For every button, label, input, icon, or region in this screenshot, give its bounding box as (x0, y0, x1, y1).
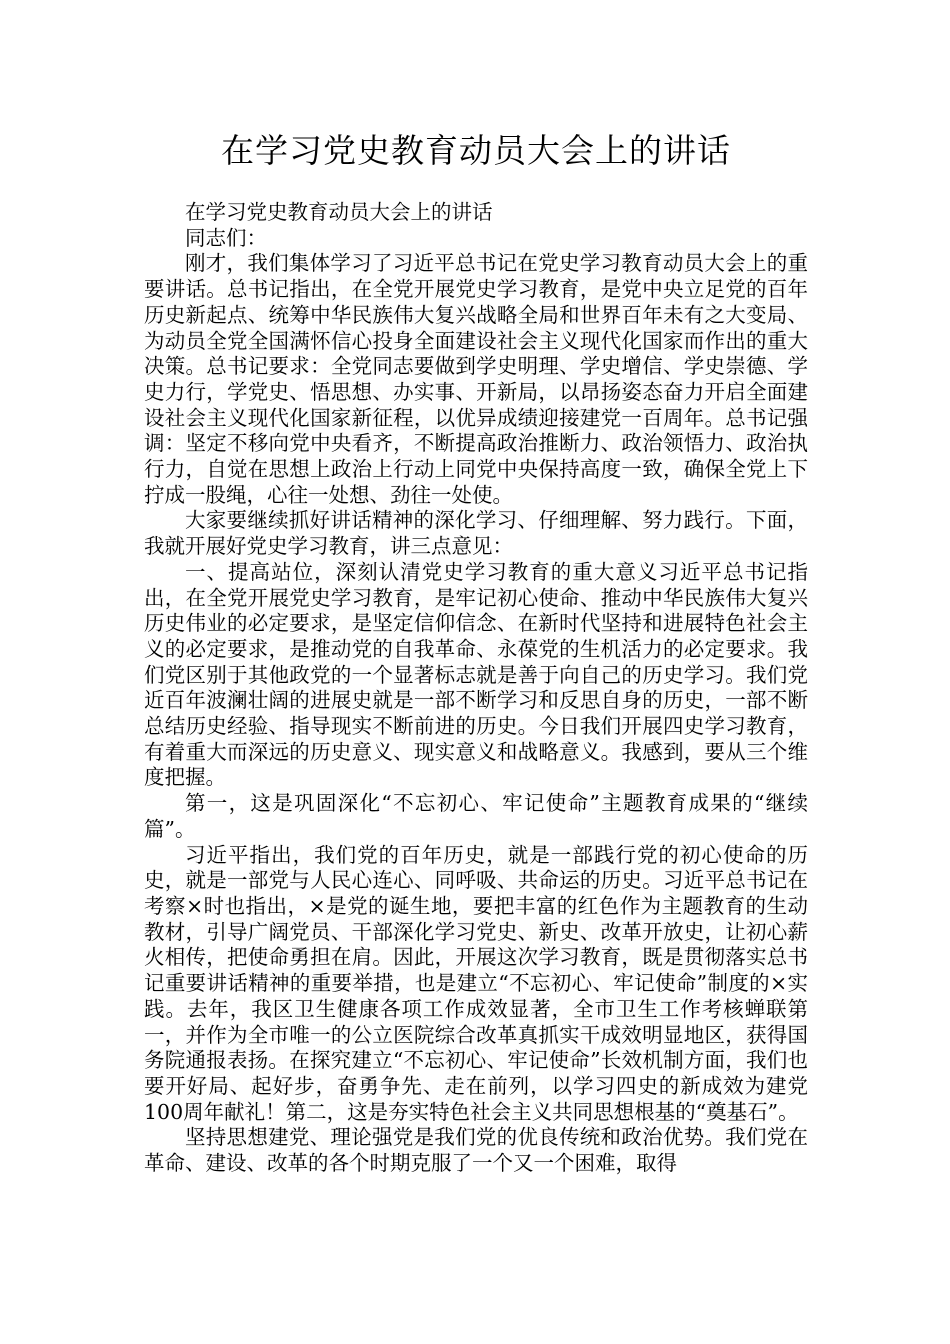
body-paragraph: 大家要继续抓好讲话精神的深化学习、仔细理解、努力践行。下面，我就开展好党史学习教育，讲三点意见： (144, 508, 808, 559)
document-page (144, 0, 808, 1177)
body-paragraph: 在学习党史教育动员大会上的讲话 (185, 200, 493, 224)
body-paragraph: 习近平指出，我们党的百年历史，就是一部践行党的初心使命的历史，就是一部党与人民心连心、同呼吸、共命运的历史。习近平总书记在考察×时也指出，×是党的诞生地，要把丰富的红色作为主题教育的生动教材，引导广阔党员、干部深化学习党史、新史、改革开放史，让初心薪火相传，把使命勇担在肩。因此，开展这次学习教育，既是贯彻落实总书记重要讲话精神的重要举措，也是建立“不忘初心、牢记使命”制度的×实践。去年，我区卫生健康各项工作成效显著，全市卫生工作考核蝉联第一，并作为全市唯一的公立医院综合改革真抓实干成效明显地区，获得国务院通报表扬。在探究建立“不忘初心、牢记使命”长效机制方面，我们也要开好局、起好步，奋勇争先、走在前列，以学习四史的新成效为建党100周年献礼！第二，这是夯实特色社会主义共同思想根基的“奠基石”。 (144, 842, 808, 1124)
body-paragraph: 第一，这是巩固深化“不忘初心、牢记使命”主题教育成果的“继续篇”。 (144, 791, 808, 841)
body-paragraph: 坚持思想建党、理论强党是我们党的优良传统和政治优势。我们党在革命、建设、改革的各个时期克服了一个又一个困难，取得 (144, 1125, 808, 1176)
document-body (144, 200, 808, 1177)
body-paragraph: 同志们： (185, 225, 267, 250)
document-title: 在学习党史教育动员大会上的讲话 (221, 131, 731, 170)
body-paragraph: 一、提高站位，深刻认清党史学习教育的重大意义习近平总书记指出，在全党开展党史学习教育，是牢记初心使命、推动中华民族伟大复兴历史伟业的必定要求，是坚定信仰信念、在新时代坚持和进展特色社会主义的必定要求，是推动党的自我革命、永葆党的生机活力的必定要求。我们党区别于其他政党的一个显著标志就是善于向自己的历史学习。我们党近百年波澜壮阔的进展史就是一部不断学习和反思自身的历史，一部不断总结历史经验、指导现实不断前进的历史。今日我们开展四史学习教育，有着重大而深远的历史意义、现实意义和战略意义。我感到，要从三个维度把握。 (144, 559, 808, 790)
body-paragraph: 刚才，我们集体学习了习近平总书记在党史学习教育动员大会上的重要讲话。总书记指出，在全党开展党史学习教育，是党中央立足党的百年历史新起点、统筹中华民族伟大复兴战略全局和世界百年未有之大变局、为动员全党全国满怀信心投身全面建设社会主义现代化国家而作出的重大决策。总书记要求：全党同志要做到学史明理、学史增信、学史崇德、学史力行，学党史、悟思想、办实事、开新局，以昂扬姿态奋力开启全面建设社会主义现代化国家新征程，以优异成绩迎接建党一百周年。总书记强调：坚定不移向党中央看齐，不断提高政治推断力、政治领悟力、政治执行力，自觉在思想上政治上行动上同党中央保持高度一致，确保全党上下拧成一股绳，心往一处想、劲往一处使。 (144, 251, 808, 507)
